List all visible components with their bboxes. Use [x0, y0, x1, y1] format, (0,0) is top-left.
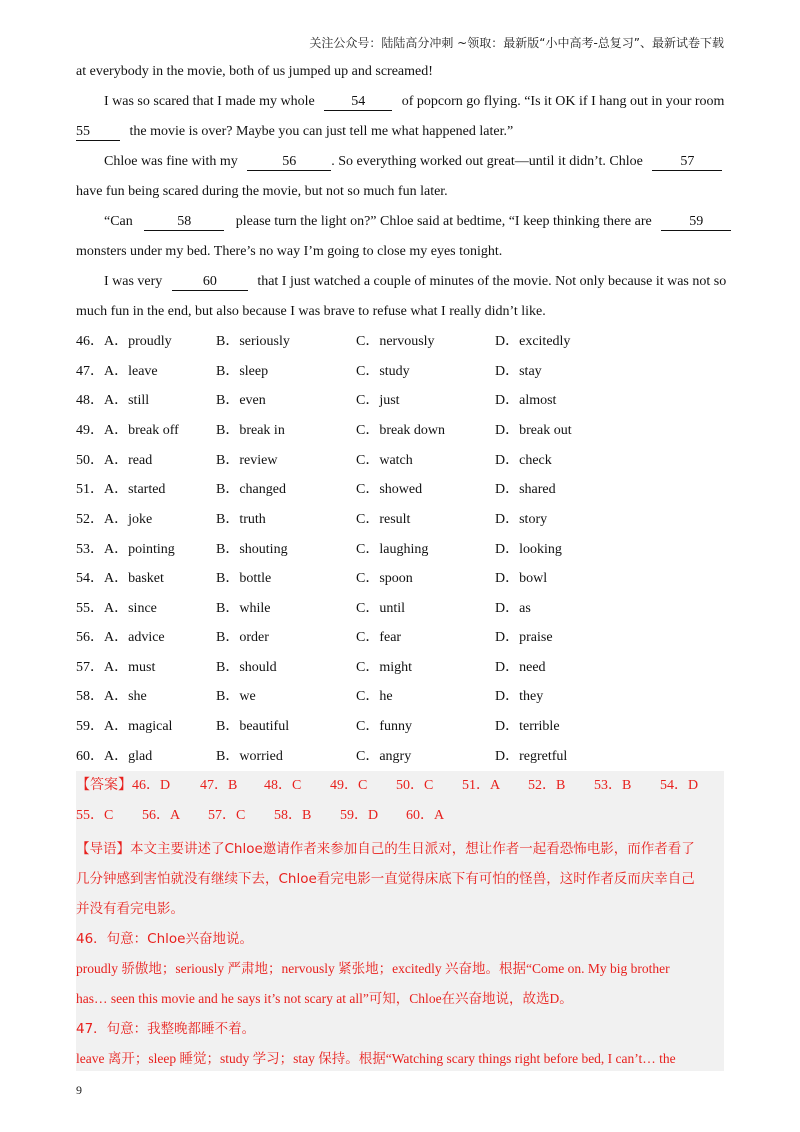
option-c: C．spoon [356, 571, 413, 586]
answer-item: 49．C [330, 778, 368, 793]
explanation-q47-body: leave 离开；sleep 睡觉；study 学习；stay 保持。根据“Watching scary things right before bed, I can’t… the [76, 1051, 676, 1066]
option-d: D．regretful [495, 749, 568, 764]
answer-item: 53．B [594, 778, 632, 793]
option-a: 56．A．advice [76, 630, 165, 645]
option-d: D．need [495, 660, 546, 675]
question-46 [76, 332, 726, 352]
option-c: C．he [356, 689, 393, 704]
answer-item: 54．D [660, 778, 699, 793]
option-a: 46．A．proudly [76, 334, 172, 349]
option-a: 57．A．must [76, 660, 156, 675]
option-c: C．break down [356, 423, 446, 438]
blank-60: 60 [172, 274, 248, 291]
option-c: C．fear [356, 630, 402, 645]
option-c: C．nervously [356, 334, 435, 349]
option-b: B．even [216, 393, 266, 408]
option-c: C．showed [356, 482, 423, 497]
option-a: 55．A．since [76, 601, 157, 616]
answer-key-row [76, 776, 726, 796]
option-c: C．just [356, 393, 400, 408]
answer-item: 52．B [528, 778, 566, 793]
question-59 [76, 717, 726, 737]
option-c: C．study [356, 364, 410, 379]
option-b: B．break in [216, 423, 285, 438]
question-57 [76, 658, 726, 678]
option-b: B．order [216, 630, 269, 645]
option-d: D．break out [495, 423, 572, 438]
option-d: D．praise [495, 630, 553, 645]
option-c: C．angry [356, 749, 412, 764]
option-a: 50．A．read [76, 453, 153, 468]
answer-item: 55．C [76, 808, 114, 823]
option-a: 54．A．basket [76, 571, 164, 586]
passage-line: have fun being scared during the movie, but not so much fun later. [76, 184, 448, 199]
option-d: D．as [495, 601, 531, 616]
passage-line: Chloe was fine with my 56 . So everything worked out great—until it didn’t. Chloe 57 [104, 152, 752, 172]
option-d: D．stay [495, 364, 542, 379]
passage-line: much fun in the end, but also because I was brave to refuse what I really didn’t like. [76, 304, 546, 319]
option-b: B．changed [216, 482, 286, 497]
option-a: 52．A．joke [76, 512, 153, 527]
page-header: 关注公众号：陆陆高分冲刺 ~领取：最新版“小中高考-总复习”、最新试卷下载 [309, 36, 724, 50]
option-d: D．excitedly [495, 334, 571, 349]
passage-line: “Can 58 please turn the light on?” Chloe said at bedtime, “I keep thinking there are 59 [104, 212, 752, 232]
option-b: B．beautiful [216, 719, 290, 734]
option-b: B．sleep [216, 364, 269, 379]
answer-item: 47．B [200, 778, 238, 793]
blank-58: 58 [144, 214, 224, 231]
answer-item: 57．C [208, 808, 246, 823]
blank-59: 59 [661, 214, 731, 231]
option-d: D．story [495, 512, 548, 527]
question-52 [76, 510, 726, 530]
passage-line: I was very 60 that I just watched a couple of minutes of the movie. Not only because it was not so [104, 274, 727, 289]
option-c: C．funny [356, 719, 412, 734]
option-c: C．watch [356, 453, 413, 468]
option-d: D．check [495, 453, 552, 468]
question-47 [76, 362, 726, 382]
blank-57: 57 [652, 154, 722, 171]
answer-item: 48．C [264, 778, 302, 793]
option-d: D．they [495, 689, 544, 704]
option-d: D．shared [495, 482, 556, 497]
question-53 [76, 540, 726, 560]
blank-56: 56 [247, 154, 331, 171]
question-48 [76, 391, 726, 411]
answer-item: 56．A [142, 808, 181, 823]
option-a: 49．A．break off [76, 423, 179, 438]
option-d: D．bowl [495, 571, 548, 586]
explanation-q46-body: proudly 骄傲地；seriously 严肃地；nervously 紧张地；excitedly 兴奋地。根据“Come on. My big brother [76, 961, 670, 976]
answer-item: 58．B [274, 808, 312, 823]
answer-item: 51．A [462, 778, 501, 793]
passage-line: at everybody in the movie, both of us jumped up and screamed! [76, 64, 433, 79]
option-b: B．shouting [216, 542, 288, 557]
question-49 [76, 421, 726, 441]
option-b: B．while [216, 601, 271, 616]
option-b: B．should [216, 660, 277, 675]
option-c: C．laughing [356, 542, 429, 557]
question-58 [76, 687, 726, 707]
question-55 [76, 599, 726, 619]
question-60 [76, 747, 726, 767]
option-a: 59．A．magical [76, 719, 173, 734]
passage-line: 55 the movie is over? Maybe you can just tell me what happened later.” [76, 124, 514, 139]
blank-55: 55 [76, 124, 120, 141]
option-c: C．might [356, 660, 413, 675]
passage-line: I was so scared that I made my whole 54 of popcorn go flying. “Is it OK if I hang out in your room [104, 94, 725, 109]
option-c: C．until [356, 601, 406, 616]
option-b: B．review [216, 453, 278, 468]
option-b: B．bottle [216, 571, 272, 586]
page-number: 9 [76, 1083, 82, 1097]
option-b: B．worried [216, 749, 283, 764]
option-a: 60．A．glad [76, 749, 153, 764]
option-c: C．result [356, 512, 411, 527]
option-d: D．looking [495, 542, 562, 557]
option-b: B．we [216, 689, 256, 704]
explanation-q46-body: has… seen this movie and he says it’s not scary at all”可知，Chloe在兴奋地说，故选D。 [76, 991, 573, 1006]
blank-54: 54 [324, 94, 392, 111]
explanation-intro: 几分钟感到害怕就没有继续下去，Chloe看完电影一直觉得床底下有可怕的怪兽，这时作者反而庆幸自己 [76, 871, 695, 887]
option-b: B．truth [216, 512, 266, 527]
option-a: 48．A．still [76, 393, 150, 408]
option-a: 58．A．she [76, 689, 147, 704]
answer-item: 59．D [340, 808, 379, 823]
answer-item: 【答案】46．D [76, 778, 171, 793]
answer-item: 50．C [396, 778, 434, 793]
answer-item: 60．A [406, 808, 445, 823]
explanation-intro: 并没有看完电影。 [76, 901, 184, 917]
option-b: B．seriously [216, 334, 290, 349]
explanation-q47-title: 47．句意：我整晚都睡不着。 [76, 1021, 256, 1037]
question-51 [76, 480, 726, 500]
option-d: D．almost [495, 393, 557, 408]
question-54 [76, 569, 726, 589]
option-a: 53．A．pointing [76, 542, 175, 557]
explanation-q46-title: 46．句意：Chloe兴奋地说。 [76, 931, 253, 947]
question-56 [76, 628, 726, 648]
option-a: 47．A．leave [76, 364, 158, 379]
passage-line: monsters under my bed. There’s no way I’m going to close my eyes tonight. [76, 244, 503, 259]
question-50 [76, 451, 726, 471]
option-d: D．terrible [495, 719, 560, 734]
option-a: 51．A．started [76, 482, 166, 497]
answer-key-row [76, 806, 726, 826]
explanation-intro: 【导语】本文主要讲述了Chloe邀请作者来参加自己的生日派对，想让作者一起看恐怖电影，而作者看了 [76, 841, 695, 857]
